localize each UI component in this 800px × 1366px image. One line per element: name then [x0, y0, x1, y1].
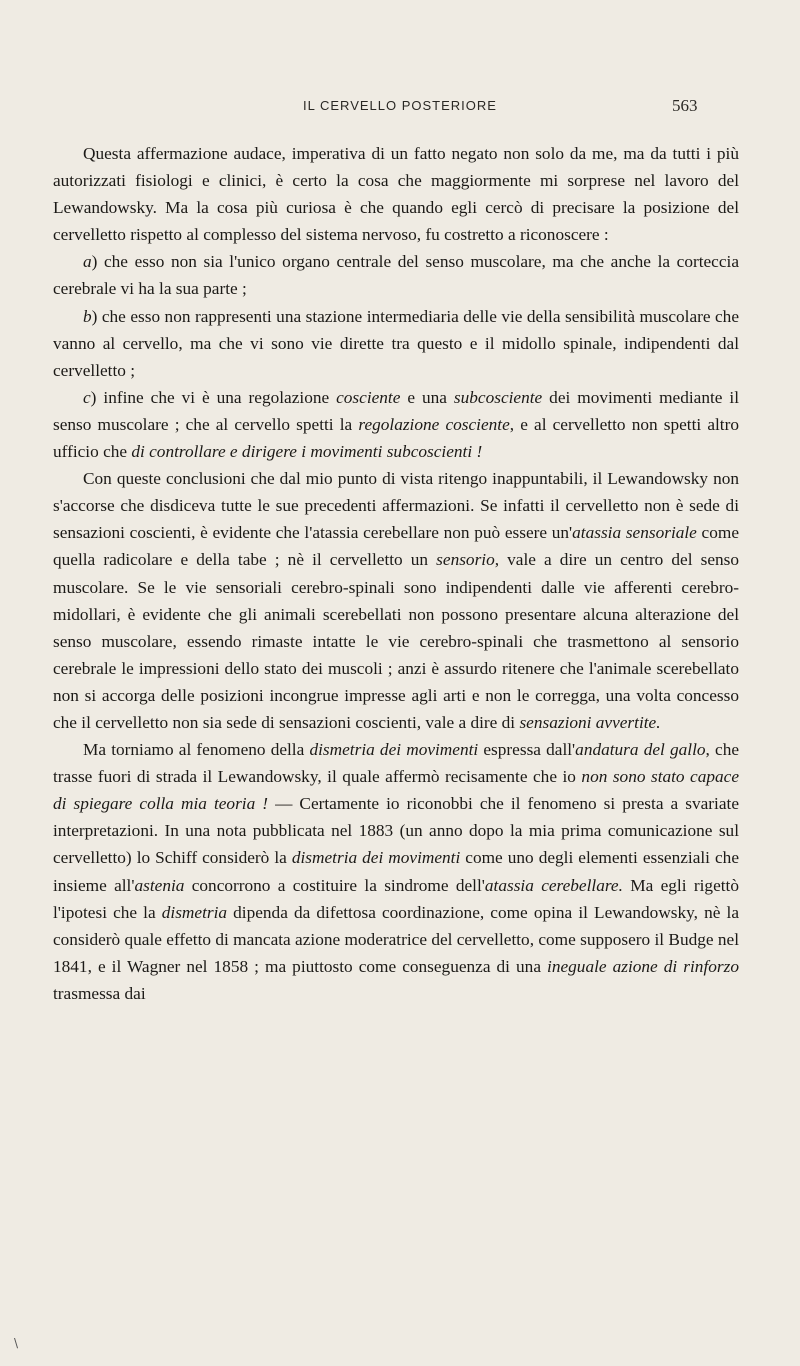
text-run: ) infine che vi è una regolazione	[90, 387, 337, 407]
italic-text: andatura del gallo	[575, 740, 706, 760]
paragraph	[53, 736, 739, 1007]
text-run: dipenda da difettosa coordinazione, come opina il Lewandowsky, nè la considerò quale effetto di mancata azione moderatrice del cervelletto, come supposero il Budge nel 1841, e il Wagner nel 1858 ; ma piuttosto come conseguenza di una	[53, 902, 739, 976]
italic-text: ineguale azione di rinforzo	[547, 956, 739, 976]
italic-text: atassia cerebellare.	[484, 875, 623, 895]
italic-text: regolazione cosciente	[358, 414, 510, 434]
text-run: Con queste conclusioni che dal mio punto di vista ritengo inappuntabili, il Lewandowsky non s'accorse che disdiceva tutte le sue precedenti affermazioni. Se infatti il cervelletto non è sede di sensazioni coscienti, è evidente che l'atassia cerebellare non può essere un'	[53, 469, 739, 543]
text-run: Ma egli rigettò l'ipotesi che la	[53, 875, 739, 922]
italic-text: astenia	[134, 875, 185, 895]
margin-mark: \	[14, 1336, 19, 1350]
page-number: 563	[672, 96, 698, 115]
text-run: come quella radicolare e della tabe ; nè il cervelletto un	[53, 523, 739, 570]
text-run: come uno degli elementi essenziali che insieme all'	[53, 848, 739, 895]
text-run: , vale a dire un centro del senso muscolare. Se le vie sensoriali cerebro-spinali sono indipendenti dalle vie afferenti cerebro-midollari, è evidente che gli animali scerebellati non possono presentare alcuna alterazione del senso muscolare, essendo rimaste intatte le vie cerebro-spinali che trasmettono al sensorio cerebrale le impressioni dello stato dei muscoli ; anzi è assurdo ritenere che l'animale scerebellato non si accorga delle posizioni incongrue impresse agli arti e non le corregga, una volta concesso che il cervelletto non sia sede di sensazioni coscienti, vale a dire di	[53, 550, 739, 732]
body-text	[53, 140, 739, 1007]
italic-text: dismetria dei movimenti	[309, 740, 479, 760]
italic-text: b	[83, 306, 92, 326]
text-run: , e al cervelletto non spetti altro ufficio che	[53, 414, 739, 462]
text-run: ) che esso non rappresenti una stazione intermediaria delle vie della sensibilità muscolare che vanno al cervello, ma che vi sono vie dirette tra questo e il midollo spinale, indipendenti dal cervelletto ;	[53, 306, 739, 380]
text-run: e una	[400, 387, 454, 407]
italic-text: a	[83, 252, 92, 272]
italic-text: subcosciente	[453, 387, 543, 407]
italic-text: dismetria	[161, 902, 228, 922]
paragraph	[53, 248, 739, 302]
text-run: dei movimenti mediante il senso muscolare ; che al cervello spetti la	[53, 387, 739, 434]
italic-text: di controllare e dirigere i movimenti subcoscienti !	[131, 442, 483, 462]
italic-text: sensazioni avvertite.	[519, 712, 661, 732]
text-run: trasmessa dai	[53, 983, 146, 1003]
text-run: espressa dall'	[478, 740, 576, 760]
italic-text: sensorio	[436, 550, 495, 570]
italic-text: cosciente	[336, 387, 401, 407]
paragraph	[53, 140, 739, 248]
paragraph	[53, 465, 739, 736]
text-run: , che trasse fuori di strada il Lewandowsky, il quale affermò recisamente che io	[53, 740, 740, 787]
paragraph	[53, 303, 739, 384]
text-run: — Certamente io riconobbi che il fenomeno si presta a svariate interpretazioni. In una nota pubblicata nel 1883 (un anno dopo la mia prima comunicazione sul cervelletto) lo Schiff considerò la	[53, 794, 739, 868]
text-run: concorrono a costituire la sindrome dell'	[184, 875, 485, 895]
italic-text: non sono stato capace di spiegare colla mia teoria !	[53, 767, 739, 814]
text-run: Ma torniamo al fenomeno della	[83, 740, 310, 760]
running-head: IL CERVELLO POSTERIORE	[303, 98, 497, 113]
italic-text: c	[83, 387, 91, 407]
italic-text: atassia sensoriale	[572, 523, 697, 543]
italic-text: dismetria dei movimenti	[291, 848, 461, 868]
paragraph	[53, 384, 739, 465]
text-run: ) che esso non sia l'unico organo centrale del senso muscolare, ma che anche la corteccia cerebrale vi ha la sua parte ;	[53, 252, 739, 299]
text-run: Questa affermazione audace, imperativa di un fatto negato non solo da me, ma da tutti i più autorizzati fisiologi e clinici, è certo la cosa che maggiormente mi sorprese nel lavoro del Lewandowsky. Ma la cosa più curiosa è che quando egli cercò di precisare la posizione del cervelletto rispetto al complesso del sistema nervoso, fu costretto a riconoscere :	[53, 144, 739, 245]
